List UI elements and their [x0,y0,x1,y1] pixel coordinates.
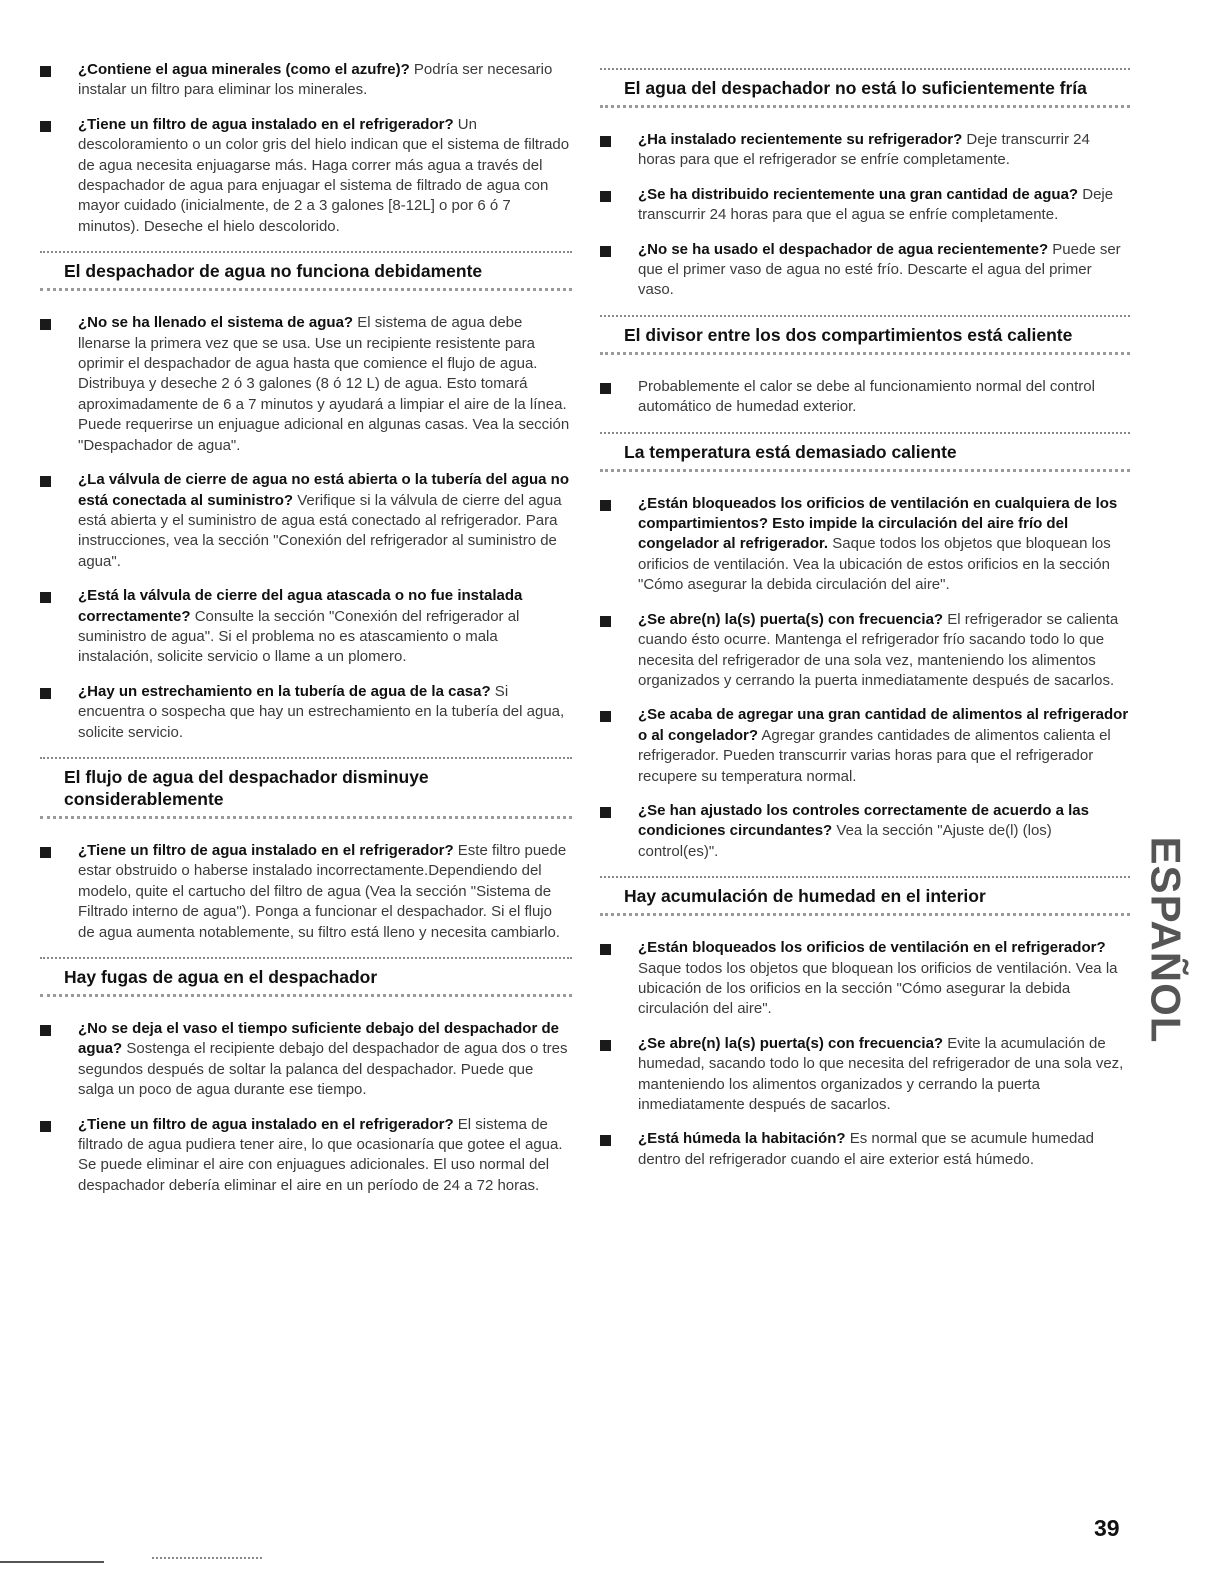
troubleshooting-item [40,682,572,743]
item-question: ¿Está la válvula de cierre del agua atascada o no fue instalada correctamente? [78,587,523,625]
section-rule-bottom [600,352,1130,355]
item-question: ¿Se han ajustado los controles correctamente de acuerdo a las condiciones circundantes? [638,801,1089,840]
item-text [78,1019,572,1101]
item-question: ¿Está húmeda la habitación? [638,1130,846,1148]
section-rule-top [40,757,572,759]
troubleshooting-item [40,1019,572,1101]
section-rule-bottom [600,913,1130,916]
troubleshooting-item [600,938,1130,1020]
item-text [638,938,1130,1020]
section-rule-bottom [600,105,1130,108]
item-text [638,1129,1130,1170]
item-text [638,377,1130,418]
item-answer: El refrigerador se calienta cuando ésto ocurre. Mantenga el refrigerador frío sacando todo lo que necesita del refrigerador de una sola vez, manteniendo los alimentos organizados y cerrando la puerta inmediatamente después de sacarlos. [638,610,1119,689]
item-text [638,130,1130,171]
troubleshooting-item [40,1115,572,1197]
square-bullet-icon [40,121,51,132]
item-text [638,494,1130,596]
item-answer: Saque todos los objetos que bloquean los orificios de ventilación. Vea la ubicación de los orificios en la sección "Cómo asegurar la debida circulación del aire". [638,959,1118,1018]
item-answer: Saque todos los objetos que bloquean los orificios de ventilación. Vea la ubicación de estos orificios en la sección "Cómo asegurar la debida circulación del aire". [638,535,1111,594]
item-question: ¿Están bloqueados los orificios de ventilación en cualquiera de los compartimientos? Esto impide la circulación del aire frío del congelador al refrigerador. [638,494,1118,553]
square-bullet-icon [40,688,51,699]
section-heading: El despachador de agua no funciona debidamente [64,261,483,282]
square-bullet-icon [600,191,611,202]
item-answer: Deje transcurrir 24 horas para que el refrigerador se enfríe completamente. [638,131,1090,169]
item-answer: Consulte la sección "Conexión del refrigerador al suministro de agua". Si el problema no es atascamiento o mala instalación, solicite servicio o llame a un plomero. [78,607,520,666]
item-text [638,705,1130,787]
troubleshooting-item [600,1129,1130,1170]
section-heading-block [600,876,1130,916]
item-text [638,240,1130,301]
troubleshooting-item [600,705,1130,787]
square-bullet-icon [600,1135,611,1146]
troubleshooting-item [40,313,572,456]
section-rule-bottom [40,288,572,291]
section-heading-block [600,315,1130,355]
item-answer: Evite la acumulación de humedad, sacando todo lo que necesita del refrigerador de una sola vez, manteniendo los alimentos organizados y cerrando la puerta inmediatamente después de sacarlos. [638,1034,1124,1113]
item-question: ¿No se deja el vaso el tiempo suficiente debajo del despachador de agua? [78,1020,559,1058]
section-rule-bottom [40,816,572,819]
troubleshooting-item [600,1034,1130,1116]
footer-dotted-rule [152,1557,262,1559]
section-heading-block [600,432,1130,472]
item-text [78,470,572,572]
section-heading-block [600,68,1130,108]
item-question: ¿Ha instalado recientemente su refrigerador? [638,131,963,148]
square-bullet-icon [600,383,611,394]
item-text [78,60,572,101]
item-question: ¿No se ha usado el despachador de agua recientemente? [638,240,1049,258]
right-column [600,60,1130,1184]
troubleshooting-item [600,377,1130,418]
troubleshooting-item [40,470,572,572]
item-question: ¿Se abre(n) la(s) puerta(s) con frecuencia? [638,1034,944,1052]
left-column [40,60,572,1210]
item-question: ¿Se ha distribuido recientemente una gran cantidad de agua? [638,185,1079,203]
square-bullet-icon [40,476,51,487]
item-answer: Puede ser que el primer vaso de agua no esté frío. Descarte el agua del primer vaso. [638,240,1121,299]
item-answer: Si encuentra o sospecha que hay un estrechamiento en la tubería del agua, solicite servicio. [78,682,565,741]
item-text [638,185,1130,226]
square-bullet-icon [40,319,51,330]
item-answer: El sistema de agua debe llenarse la primera vez que se usa. Use un recipiente resistente para oprimir el despachador de agua hasta que comience el flujo de agua. Distribuya y deseche 2 ó 3 galones (8 ó 12 L) de agua. Esto tomará aproximadamente de 6 a 7 minutos y ayudará a limpiar el aire de la línea. Puede requerirse un enjuague adicional en algunas casas. Vea la sección "Despachador de agua". [78,314,570,454]
troubleshooting-item [600,494,1130,596]
item-answer: Verifique si la válvula de cierre del agua está abierta y el suministro de agua está conectado al refrigerador. Para instrucciones, vea la sección "Conexión del refrigerador al suministro de agua". [78,491,562,570]
section-heading: La temperatura está demasiado caliente [624,441,957,462]
square-bullet-icon [40,66,51,77]
troubleshooting-item [40,841,572,943]
section-rule-top [40,957,572,959]
item-text [78,841,572,943]
footer-rule [0,1561,104,1563]
troubleshooting-item [600,185,1130,226]
side-label-text: ESPAÑOL [1142,836,1190,1044]
item-answer: Este filtro puede estar obstruido o haberse instalado incorrectamente.Dependiendo del modelo, quite el cartucho del filtro de agua (Vea la sección "Sistema de Filtrado interno de agua"). Ponga a funcionar el despachador. Si el flujo de agua aumenta notablemente, su filtro está lleno y necesita cambiarlo. [78,841,567,941]
square-bullet-icon [600,616,611,627]
item-answer: El sistema de filtrado de agua pudiera tener aire, lo que ocasionaría que gotee el agua. Se puede eliminar el aire con enjuagues adicionales. El uso normal del despachador debería eliminar el aire en un período de 24 a 72 horas. [78,1115,563,1194]
language-side-label [1142,820,1190,1060]
section-heading-block [40,957,572,997]
item-answer: Sostenga el recipiente debajo del despachador de agua dos o tres segundos después de soltar la palanca del despachador. Puede que salga un poco de agua durante ese tiempo. [78,1040,568,1099]
item-text [78,586,572,668]
section-heading: El flujo de agua del despachador disminuye considerablemente [64,766,429,809]
square-bullet-icon [600,136,611,147]
item-text [78,682,572,743]
section-heading: Hay fugas de agua en el despachador [64,967,378,987]
item-question: ¿Hay un estrechamiento en la tubería de agua de la casa? [78,682,491,700]
item-question: ¿La válvula de cierre de agua no está abierta o la tubería del agua no está conectada al suministro? [78,471,569,509]
item-answer: Probablemente el calor se debe al funcionamiento normal del control automático de humedad exterior. [638,377,1095,416]
section-heading: El divisor entre los dos compartimientos está caliente [624,324,1073,345]
item-text [638,610,1130,692]
item-answer: Podría ser necesario instalar un filtro para eliminar los minerales. [78,61,553,99]
square-bullet-icon [600,711,611,722]
item-answer: Es normal que se acumule humedad dentro del refrigerador cuando el aire exterior está húmedo. [638,1130,1095,1168]
item-question: ¿Se acaba de agregar una gran cantidad de alimentos al refrigerador o al congelador? [638,706,1129,744]
item-answer: Deje transcurrir 24 horas para que el agua se enfríe completamente. [638,185,1114,224]
item-text [78,313,572,456]
square-bullet-icon [600,246,611,257]
item-question: ¿Se abre(n) la(s) puerta(s) con frecuencia? [638,610,944,628]
troubleshooting-item [40,60,572,101]
troubleshooting-item [600,240,1130,301]
item-question: ¿Tiene un filtro de agua instalado en el refrigerador? [78,1115,454,1133]
section-rule-top [600,432,1130,434]
section-rule-bottom [600,469,1130,472]
item-text [638,801,1130,862]
square-bullet-icon [600,500,611,511]
item-question: ¿Están bloqueados los orificios de ventilación en el refrigerador? [638,939,1106,957]
item-text [638,1034,1130,1116]
square-bullet-icon [600,807,611,818]
item-answer: Agregar grandes cantidades de alimentos calienta el refrigerador. Pueden transcurrir varias horas para que el refrigerador recupere su temperatura normal. [638,726,1111,785]
troubleshooting-item [600,610,1130,692]
item-question: ¿Tiene un filtro de agua instalado en el refrigerador? [78,115,454,133]
section-rule-top [600,315,1130,317]
section-rule-top [600,876,1130,878]
section-rule-top [600,68,1130,70]
section-heading: Hay acumulación de humedad en el interior [624,886,986,907]
page-number: 39 [1094,1515,1120,1541]
square-bullet-icon [40,592,51,603]
section-heading-block [40,251,572,291]
troubleshooting-item [600,130,1130,171]
troubleshooting-item [40,586,572,668]
item-question: ¿Tiene un filtro de agua instalado en el refrigerador? [78,841,454,859]
section-heading: El agua del despachador no está lo suficientemente fría [624,78,1087,98]
item-question: ¿No se ha llenado el sistema de agua? [78,314,354,332]
square-bullet-icon [40,1121,51,1132]
item-text [78,1115,572,1197]
square-bullet-icon [40,847,51,858]
item-question: ¿Contiene el agua minerales (como el azufre)? [78,61,410,78]
item-answer: Vea la sección "Ajuste de(l) (los) control(es)". [638,822,1052,860]
square-bullet-icon [600,944,611,955]
section-rule-bottom [40,994,572,997]
troubleshooting-item [40,115,572,237]
troubleshooting-item [600,801,1130,862]
item-answer: Un descoloramiento o un color gris del hielo indican que el sistema de filtrado de agua necesita enjuagarse más. Haga correr más agua a través del despachador de agua para enjuagar el sistema de filtrado de agua con mayor cuidado (inicialmente, de 2 a 3 galones [8-12L] o por 6 ó 7 minutos). Deseche el hielo descolorido. [78,115,570,235]
square-bullet-icon [40,1025,51,1036]
square-bullet-icon [600,1040,611,1051]
section-heading-block [40,757,572,819]
item-text [78,115,572,237]
section-rule-top [40,251,572,253]
